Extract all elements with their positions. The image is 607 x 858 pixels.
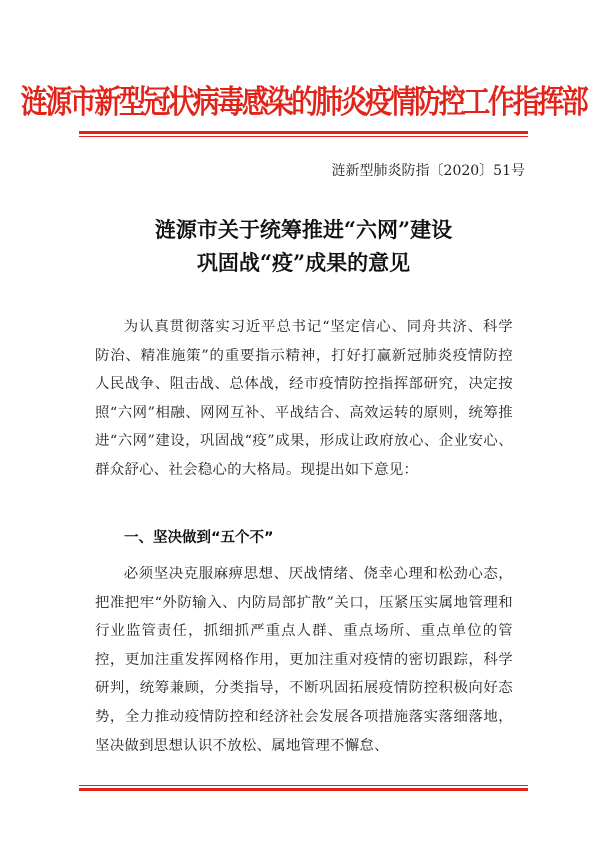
document-number: 涟新型肺炎防指〔2020〕51号 (331, 163, 525, 179)
section-heading-1: 一、坚决做到“五个不” (124, 530, 274, 546)
intro-paragraph: 为认真贯彻落实习近平总书记“坚定信心、同舟共济、科学防治、精准施策”的重要指示精神，打好打赢新冠肺炎疫情防控人民战争、阻击战、总体战，经市疫情防控指挥部研究，决定按照“六网”相融、网网互补、平战结合、高效运转的原则，统筹推进“六网”建设，巩固战“疫”成果，形成让政府放心、企业安心、群众舒心、社会稳心的大格局。现提出如下意见： (95, 319, 513, 478)
header-rule-thin (79, 136, 528, 137)
footer-rule-thick (79, 788, 528, 791)
document-title-line-1: 涟源市关于统筹推进“六网”建设 (154, 217, 453, 242)
document-title-line-2: 巩固战“疫”成果的意见 (196, 250, 411, 275)
footer-rule-thin (79, 785, 528, 786)
header-rule-thick (79, 131, 528, 134)
section-1-paragraph: 必须坚决克服麻痹思想、厌战情绪、侥幸心理和松劲心态，把准把牢“外防输入、内防局部扩散”关口，压紧压实属地管理和行业监管责任，抓细抓严重点人群、重点场所、重点单位的管控，更加注重发挥网格作用，更加注重对疫情的密切跟踪，科学研判，统筹兼顾，分类指导，不断巩固拓展疫情防控积极向好态势，全力推动疫情防控和经济社会发展各项措施落实落细落地，坚决做到思想认识不放松、属地管理不懈怠、 (95, 566, 513, 754)
issuer-header: 涟源市新型冠状病毒感染的肺炎疫情防控工作指挥部 (20, 84, 587, 121)
